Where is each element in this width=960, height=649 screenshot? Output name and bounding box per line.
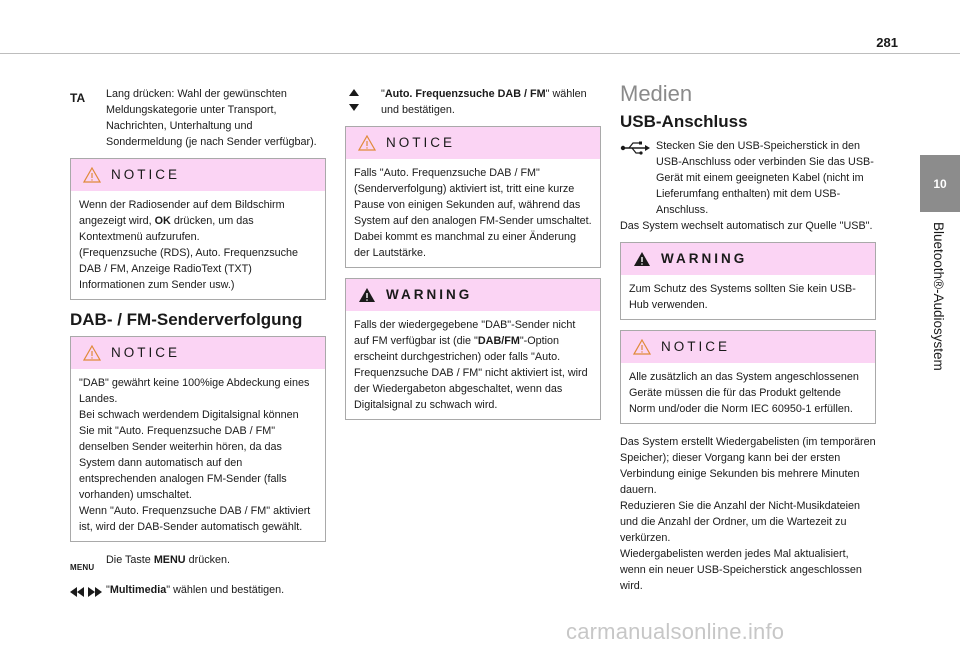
playlist-paragraph-3: Wiedergabelisten werden jedes Mal aktualisiert, wenn ein neuer USB-Speicherstick angeschlossen wird. [620, 548, 862, 592]
playlist-paragraph-2: Reduzieren Sie die Anzahl der Nicht-Musikdateien und die Anzahl der Ordner, um die Wartezeit zu verkürzen. [620, 500, 861, 544]
notice-text: Alle zusätzlich an das System angeschlossenen Geräte müssen die für das Produkt geltende Norm und/oder die Norm IEC 60950-1 erfüllen. [629, 371, 859, 415]
warning-box-dabfm [345, 278, 601, 420]
usb-text: Stecken Sie den USB-Speicherstick in den USB-Anschluss oder verbinden Sie das USB-Gerät mit einem geeigneten Kabel (nicht im Lieferumfang enthalten) mit dem USB-Anschluss. [656, 140, 874, 216]
chapter-heading: Medien [620, 81, 693, 106]
notice-text-3: Wenn "Auto. Frequenzsuche DAB / FM" aktiviert ist, wird der DAB-Sender automatisch gewählt. [79, 505, 311, 533]
chapter-side-label [930, 222, 950, 382]
page-number: 281 [876, 35, 898, 50]
column-right [620, 81, 876, 594]
caution-triangle-icon [83, 345, 101, 361]
caution-triangle-icon [633, 339, 651, 355]
warning-title: WARNING [386, 287, 473, 302]
ta-text: Lang drücken: Wahl der gewünschten Meldungskategorie unter Transport, Nachrichten, Unterhaltung und Sondermeldung (je nach Sender verfügbar). [106, 88, 317, 148]
usb-instruction [620, 138, 876, 218]
ta-button-icon: TA [70, 91, 86, 105]
menu-step-text: Die Taste MENU drücken. [106, 554, 231, 566]
notice-text: Falls "Auto. Frequenzsuche DAB / FM" (Senderverfolgung) aktiviert ist, tritt eine kurze Pause von einigen Sekunden auf, während das System auf den analogen FM-Sender umschaltet. Dabei kommt es manchmal zu einer Änderung der Lautstärke. [354, 167, 592, 259]
warning-triangle-icon [633, 251, 651, 267]
chapter-tab[interactable] [920, 155, 960, 212]
notice-text: "DAB" gewährt keine 100%ige Abdeckung eines Landes. [79, 377, 310, 405]
chapter-number: 10 [933, 176, 947, 191]
notice-title: NOTICE [111, 345, 181, 360]
warning-title: WARNING [661, 251, 748, 266]
notice-title: NOTICE [661, 339, 731, 354]
menu-step [70, 552, 326, 572]
multimedia-step-text: "Multimedia" wählen und bestätigen. [106, 584, 285, 596]
chapter-side-title: Bluetooth®-Audiosystem [931, 222, 946, 371]
usb-icon [620, 140, 652, 160]
usb-heading: USB-Anschluss [620, 112, 748, 131]
warning-triangle-icon [358, 287, 376, 303]
section-title: DAB- / FM-Senderverfolgung [70, 310, 303, 329]
notice-title: NOTICE [111, 167, 181, 182]
caution-triangle-icon [83, 167, 101, 183]
caution-triangle-icon [358, 135, 376, 151]
notice-box-context-menu [70, 158, 326, 300]
notice-text: Wenn der Radiosender auf dem Bildschirm angezeigt wird, OK drücken, um das Kontextmenü aufzurufen. [79, 199, 285, 243]
notice-text-2: Bei schwach werdendem Digitalsignal können Sie mit "Auto. Frequenzsuche DAB / FM" denselben Sender weiterhin hören, da das System dann automatisch auf den entsprechenden analogen FM-Sender (falls vorhanden) umschaltet. [79, 409, 299, 501]
notice-box-norm [620, 330, 876, 424]
column-left [70, 86, 326, 604]
warning-box-usb-hub [620, 242, 876, 320]
ta-instruction [70, 86, 326, 150]
auto-frequency-text: "Auto. Frequenzsuche DAB / FM" wählen und bestätigen. [381, 88, 587, 116]
menu-button-icon: MENU [70, 563, 95, 572]
usb-text-2: Das System wechselt automatisch zur Quelle "USB". [620, 220, 873, 232]
notice-box-dab [70, 336, 326, 542]
column-middle [345, 86, 601, 430]
warning-text: Zum Schutz des Systems sollten Sie kein USB-Hub verwenden. [629, 283, 856, 311]
auto-frequency-step [345, 86, 601, 118]
multimedia-step [70, 582, 326, 598]
playlist-paragraph-1: Das System erstellt Wiedergabelisten (im temporären Speicher); dieser Vorgang kann bei der ersten Verbindung einige Sekunden bis mehrere Minuten dauern. [620, 436, 876, 496]
notice-title: NOTICE [386, 135, 456, 150]
notice-text-2: (Frequenzsuche (RDS), Auto. Frequenzsuche DAB / FM, Anzeige RadioText (TXT) Informationen zum Sender usw.) [79, 247, 299, 291]
watermark: carmanualsonline.info [566, 619, 785, 644]
warning-text: Falls der wiedergegebene "DAB"-Sender nicht auf FM verfügbar ist (die "DAB/FM"-Option erscheint durchgestrichen) oder falls "Auto. Frequenzsuche DAB / FM" nicht aktiviert ist, wird der Wiedergabeton abgeschaltet, wenn das Digitalsignal zu schwach wird. [354, 319, 588, 411]
left-right-arrows-icon [70, 586, 102, 602]
header-rule [0, 53, 960, 54]
up-down-arrows-icon [349, 88, 359, 117]
notice-box-pause [345, 126, 601, 268]
